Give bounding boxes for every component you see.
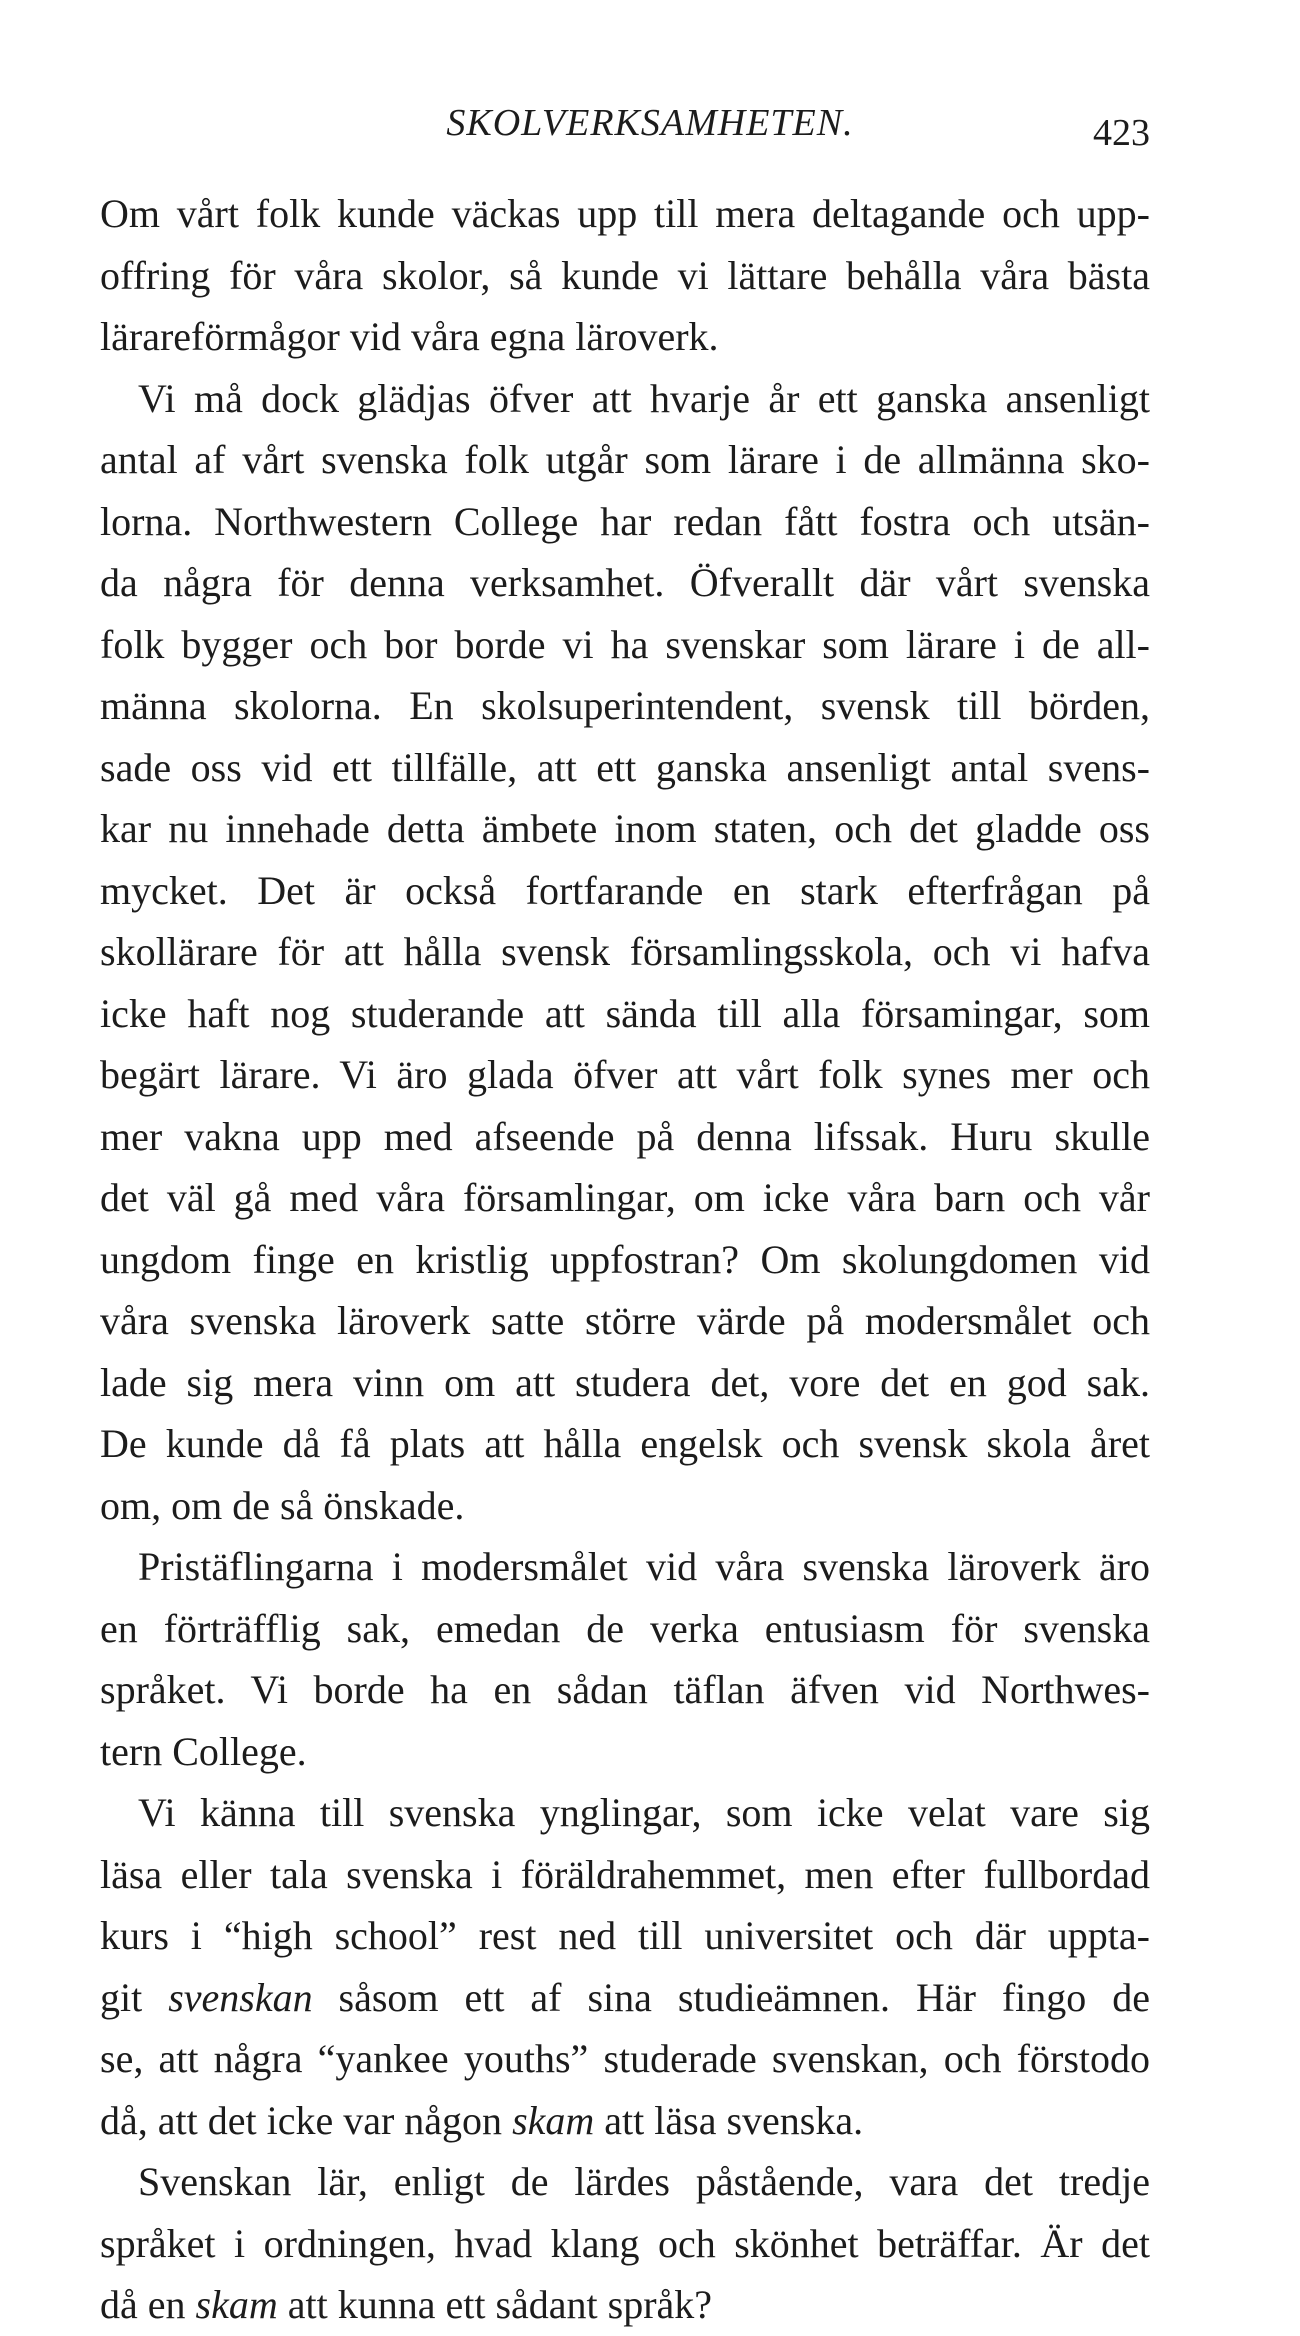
text-run: lorna. Northwestern College har redan fått fostra och utsän- [100,498,1150,544]
text-run: Pristäflingarna i modersmålet vid våra svenska läroverk äro [138,1544,1150,1589]
text-line [100,552,1150,614]
text-line [100,1044,1150,1106]
text-line [100,429,1150,491]
text-run: antal af vårt svenska folk utgår som lärare i de allmänna sko- [100,437,1150,482]
text-line [100,860,1150,922]
text-run: då, att det icke var någon [100,2097,513,2143]
italic-word: svenskan [168,1974,313,2020]
text-run: icke haft nog studerande att sända till alla församingar, som [100,990,1150,1036]
text-run: såsom ett af sina studieämnen. Här fingo de [312,1974,1150,2020]
text-run: männa skolorna. En skolsuperintendent, svensk till börden, [100,683,1150,728]
page-number: 423 [1093,112,1150,154]
text-run: skollärare för att hålla svensk församlingsskola, och vi hafva [100,929,1150,974]
text-line [100,368,1150,430]
text-line [100,2028,1150,2090]
text-line [100,1721,1150,1783]
text-run: folk bygger och bor borde vi ha svenskar som lärare i de all- [100,621,1150,667]
text-run: en förträfflig sak, emedan de verka entusiasm för svenska [100,1605,1150,1651]
text-line [100,1352,1150,1414]
text-run: Vi må dock glädjas öfver att hvarje år ett ganska ansenligt [138,375,1150,421]
text-line [100,1167,1150,1229]
text-line [100,1536,1150,1598]
text-run: git [100,1974,169,2020]
body-text [100,183,1150,2336]
text-line [100,2151,1150,2213]
text-run: da några för denna verksamhet. Öfverallt där vårt svenska [100,560,1150,605]
text-run: lärareförmågor vid våra egna läroverk. [100,314,719,359]
text-line [100,2213,1150,2275]
text-line [100,1413,1150,1475]
text-run: kar nu innehade detta ämbete inom staten, och det gladde oss [100,806,1150,851]
text-line [100,491,1150,553]
text-run: det väl gå med våra församlingar, om icke våra barn och vår [100,1175,1150,1220]
text-line [100,737,1150,799]
text-line [100,983,1150,1045]
text-run: språket. Vi borde ha en sådan täflan äfven vid Northwes- [100,1667,1150,1712]
text-line [100,306,1150,368]
text-run: tern College. [100,1728,307,1774]
text-line [100,1659,1150,1721]
text-run: att läsa svenska. [594,2097,864,2143]
text-line [100,1598,1150,1660]
text-line [100,614,1150,676]
italic-word: skam [512,2097,595,2143]
text-line [100,183,1150,245]
text-line [100,2274,1150,2336]
text-run: Svenskan lär, enligt de lärdes påstående, vara det tredje [138,2159,1150,2204]
text-run: att kunna ett sådant språk? [277,2282,713,2327]
text-run: då en [100,2282,196,2327]
text-run: läsa eller tala svenska i föräldrahemmet, men efter fullbordad [100,1851,1150,1897]
text-run: lade sig mera vinn om att studera det, vore det en god sak. [100,1359,1150,1405]
text-run: De kunde då få plats att hålla engelsk och svensk skola året [100,1421,1150,1466]
text-line [100,798,1150,860]
running-title: SKOLVERKSAMHETEN. [446,102,854,144]
text-run: ungdom finge en kristlig uppfostran? Om skolungdomen vid [100,1236,1150,1282]
text-run: Vi känna till svenska ynglingar, som icke velat vare sig [138,1790,1150,1835]
text-line [100,1967,1150,2029]
text-line [100,2090,1150,2152]
text-run: begärt lärare. Vi äro glada öfver att vårt folk synes mer och [100,1052,1150,1097]
running-head [0,98,1300,154]
text-line [100,1844,1150,1906]
text-run: kurs i “high school” rest ned till universitet och där uppta- [100,1913,1150,1958]
text-run: Om vårt folk kunde väckas upp till mera deltagande och upp- [100,191,1150,236]
text-run: våra svenska läroverk satte större värde på modersmålet och [100,1298,1150,1343]
text-run: sade oss vid ett tillfälle, att ett ganska ansenligt antal svens- [100,744,1150,790]
text-line [100,1905,1150,1967]
text-line [100,1782,1150,1844]
text-line [100,1290,1150,1352]
text-line [100,1106,1150,1168]
text-run: offring för våra skolor, så kunde vi lättare behålla våra bästa [100,252,1150,298]
italic-word: skam [195,2282,278,2327]
text-line [100,921,1150,983]
text-run: om, om de så önskade. [100,1482,465,1528]
text-run: språket i ordningen, hvad klang och skönhet beträffar. Är det [100,2220,1150,2266]
text-run: se, att några “yankee youths” studerade svenskan, och förstodo [100,2036,1150,2081]
text-run: mer vakna upp med afseende på denna lifssak. Huru skulle [100,1113,1150,1159]
text-line [100,245,1150,307]
text-run: mycket. Det är också fortfarande en stark efterfrågan på [100,867,1150,913]
text-line [100,1475,1150,1537]
text-line [100,675,1150,737]
text-line [100,1229,1150,1291]
